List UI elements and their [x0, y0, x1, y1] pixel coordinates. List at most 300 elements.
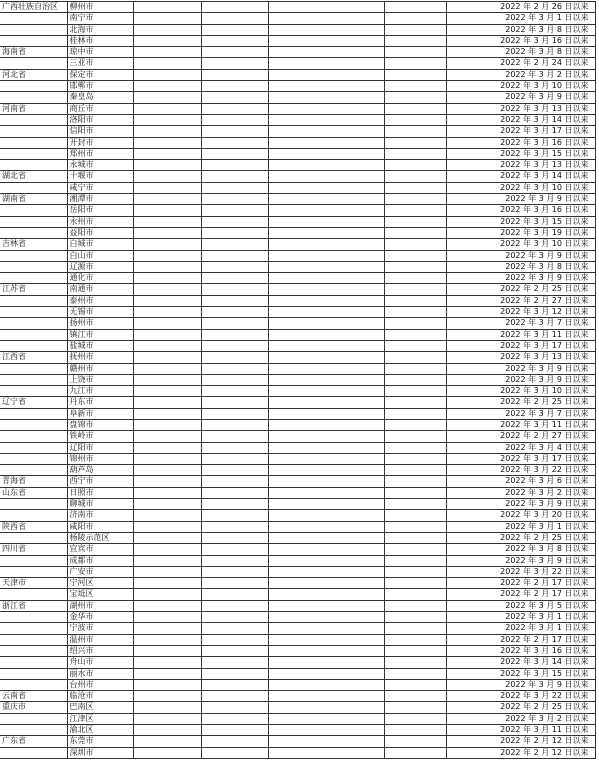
- province-cell: [0, 612, 67, 623]
- table-row: [0, 374, 595, 385]
- empty-cell: [201, 307, 268, 318]
- empty-cell: [201, 465, 268, 476]
- date-cell: 2022 年 3 月 17 日以来: [446, 340, 595, 351]
- empty-cell: [133, 81, 201, 92]
- empty-cell: [268, 69, 384, 80]
- empty-cell: [201, 657, 268, 668]
- province-cell: [0, 431, 67, 442]
- empty-cell: [384, 465, 446, 476]
- empty-cell: [268, 160, 384, 171]
- empty-cell: [384, 600, 446, 611]
- province-cell: [0, 499, 67, 510]
- empty-cell: [268, 442, 384, 453]
- table-row: [0, 58, 595, 69]
- table-row: [0, 386, 595, 397]
- empty-cell: [201, 431, 268, 442]
- empty-cell: [201, 194, 268, 205]
- date-cell: 2022 年 3 月 4 日以来: [446, 442, 595, 453]
- empty-cell: [201, 160, 268, 171]
- province-cell: 四川省: [0, 544, 67, 555]
- empty-cell: [133, 747, 201, 758]
- empty-cell: [268, 725, 384, 736]
- city-cell: 桂林市: [67, 35, 133, 46]
- empty-cell: [268, 419, 384, 430]
- empty-cell: [201, 725, 268, 736]
- empty-cell: [201, 521, 268, 532]
- province-cell: [0, 634, 67, 645]
- table-row: [0, 397, 595, 408]
- table-row: [0, 182, 595, 193]
- date-cell: 2022 年 3 月 11 日以来: [446, 725, 595, 736]
- date-cell: 2022 年 3 月 16 日以来: [446, 205, 595, 216]
- province-cell: [0, 668, 67, 679]
- date-cell: 2022 年 3 月 13 日以来: [446, 352, 595, 363]
- empty-cell: [133, 340, 201, 351]
- empty-cell: [268, 657, 384, 668]
- empty-cell: [133, 103, 201, 114]
- empty-cell: [133, 510, 201, 521]
- empty-cell: [384, 725, 446, 736]
- city-cell: 台州市: [67, 679, 133, 690]
- empty-cell: [384, 374, 446, 385]
- date-cell: 2022 年 3 月 13 日以来: [446, 160, 595, 171]
- province-cell: [0, 532, 67, 543]
- empty-cell: [268, 702, 384, 713]
- date-cell: 2022 年 2 月 27 日以来: [446, 431, 595, 442]
- empty-cell: [201, 600, 268, 611]
- empty-cell: [133, 227, 201, 238]
- empty-cell: [133, 668, 201, 679]
- date-cell: 2022 年 3 月 10 日以来: [446, 182, 595, 193]
- empty-cell: [133, 532, 201, 543]
- empty-cell: [268, 691, 384, 702]
- table-row: [0, 137, 595, 148]
- table-row: [0, 103, 595, 114]
- province-cell: [0, 363, 67, 374]
- province-cell: 山东省: [0, 487, 67, 498]
- empty-cell: [384, 657, 446, 668]
- province-cell: [0, 35, 67, 46]
- province-cell: [0, 657, 67, 668]
- province-cell: [0, 114, 67, 125]
- province-cell: [0, 510, 67, 521]
- empty-cell: [384, 13, 446, 24]
- empty-cell: [384, 194, 446, 205]
- province-cell: [0, 137, 67, 148]
- empty-cell: [384, 171, 446, 182]
- empty-cell: [268, 137, 384, 148]
- empty-cell: [133, 261, 201, 272]
- empty-cell: [133, 578, 201, 589]
- empty-cell: [384, 2, 446, 13]
- province-cell: 湖北省: [0, 171, 67, 182]
- empty-cell: [268, 13, 384, 24]
- empty-cell: [201, 702, 268, 713]
- province-cell: 河南省: [0, 103, 67, 114]
- city-cell: 南通市: [67, 284, 133, 295]
- city-cell: 上饶市: [67, 374, 133, 385]
- province-cell: 青海省: [0, 476, 67, 487]
- empty-cell: [201, 81, 268, 92]
- date-cell: 2022 年 3 月 10 日以来: [446, 239, 595, 250]
- table-row: [0, 747, 595, 758]
- empty-cell: [201, 453, 268, 464]
- empty-cell: [201, 35, 268, 46]
- date-cell: 2022 年 3 月 1 日以来: [446, 521, 595, 532]
- empty-cell: [133, 431, 201, 442]
- empty-cell: [268, 284, 384, 295]
- province-cell: [0, 566, 67, 577]
- empty-cell: [384, 261, 446, 272]
- table-row: [0, 35, 595, 46]
- province-cell: 湖南省: [0, 194, 67, 205]
- city-cell: 咸阳市: [67, 521, 133, 532]
- empty-cell: [201, 114, 268, 125]
- empty-cell: [201, 623, 268, 634]
- empty-cell: [133, 499, 201, 510]
- empty-cell: [133, 736, 201, 747]
- city-cell: 金华市: [67, 612, 133, 623]
- empty-cell: [201, 736, 268, 747]
- table-row: [0, 126, 595, 137]
- table-row: [0, 81, 595, 92]
- empty-cell: [384, 92, 446, 103]
- province-cell: [0, 679, 67, 690]
- date-cell: 2022 年 2 月 12 日以来: [446, 747, 595, 758]
- table-row: [0, 521, 595, 532]
- province-cell: 陕西省: [0, 521, 67, 532]
- empty-cell: [133, 374, 201, 385]
- city-cell: 泰州市: [67, 295, 133, 306]
- empty-cell: [201, 261, 268, 272]
- city-cell: 阜新市: [67, 408, 133, 419]
- date-cell: 2022 年 3 月 9 日以来: [446, 499, 595, 510]
- empty-cell: [384, 239, 446, 250]
- empty-cell: [384, 578, 446, 589]
- city-cell: 辽阳市: [67, 442, 133, 453]
- empty-cell: [384, 137, 446, 148]
- empty-cell: [384, 352, 446, 363]
- date-cell: 2022 年 3 月 2 日以来: [446, 713, 595, 724]
- empty-cell: [133, 171, 201, 182]
- table-row: [0, 544, 595, 555]
- date-cell: 2022 年 3 月 22 日以来: [446, 691, 595, 702]
- empty-cell: [268, 453, 384, 464]
- date-cell: 2022 年 2 月 17 日以来: [446, 589, 595, 600]
- table-row: [0, 307, 595, 318]
- date-cell: 2022 年 2 月 25 日以来: [446, 702, 595, 713]
- table-row: [0, 250, 595, 261]
- empty-cell: [201, 578, 268, 589]
- province-cell: [0, 589, 67, 600]
- empty-cell: [201, 69, 268, 80]
- city-cell: 无锡市: [67, 307, 133, 318]
- empty-cell: [133, 295, 201, 306]
- empty-cell: [201, 227, 268, 238]
- city-cell: 永州市: [67, 216, 133, 227]
- empty-cell: [133, 397, 201, 408]
- empty-cell: [133, 702, 201, 713]
- empty-cell: [384, 386, 446, 397]
- empty-cell: [201, 589, 268, 600]
- empty-cell: [384, 329, 446, 340]
- city-cell: 抚州市: [67, 352, 133, 363]
- table-row: [0, 340, 595, 351]
- empty-cell: [133, 250, 201, 261]
- empty-cell: [384, 679, 446, 690]
- empty-cell: [384, 634, 446, 645]
- city-cell: 十堰市: [67, 171, 133, 182]
- province-cell: 江西省: [0, 352, 67, 363]
- province-cell: [0, 13, 67, 24]
- empty-cell: [201, 442, 268, 453]
- province-cell: [0, 126, 67, 137]
- empty-cell: [133, 419, 201, 430]
- empty-cell: [384, 69, 446, 80]
- empty-cell: [133, 725, 201, 736]
- table-row: [0, 532, 595, 543]
- date-cell: 2022 年 3 月 17 日以来: [446, 126, 595, 137]
- empty-cell: [268, 465, 384, 476]
- empty-cell: [201, 126, 268, 137]
- table-row: [0, 589, 595, 600]
- table-row: [0, 24, 595, 35]
- empty-cell: [268, 487, 384, 498]
- date-cell: 2022 年 3 月 6 日以来: [446, 476, 595, 487]
- city-cell: 镇江市: [67, 329, 133, 340]
- date-cell: 2022 年 3 月 9 日以来: [446, 250, 595, 261]
- empty-cell: [268, 58, 384, 69]
- city-cell: 杨陵示范区: [67, 532, 133, 543]
- city-cell: 渝北区: [67, 725, 133, 736]
- city-cell: 东莞市: [67, 736, 133, 747]
- empty-cell: [133, 521, 201, 532]
- table-row: [0, 295, 595, 306]
- empty-cell: [384, 227, 446, 238]
- province-cell: 辽宁省: [0, 397, 67, 408]
- date-cell: 2022 年 3 月 10 日以来: [446, 386, 595, 397]
- city-cell: 白城市: [67, 239, 133, 250]
- empty-cell: [384, 419, 446, 430]
- empty-cell: [384, 532, 446, 543]
- empty-cell: [133, 623, 201, 634]
- empty-cell: [133, 216, 201, 227]
- city-cell: 临沧市: [67, 691, 133, 702]
- empty-cell: [133, 92, 201, 103]
- empty-cell: [384, 713, 446, 724]
- city-cell: 日照市: [67, 487, 133, 498]
- empty-cell: [201, 340, 268, 351]
- empty-cell: [201, 713, 268, 724]
- empty-cell: [133, 589, 201, 600]
- empty-cell: [201, 408, 268, 419]
- date-cell: 2022 年 2 月 25 日以来: [446, 284, 595, 295]
- table-row: [0, 713, 595, 724]
- table-row: [0, 555, 595, 566]
- date-cell: 2022 年 3 月 9 日以来: [446, 92, 595, 103]
- empty-cell: [268, 589, 384, 600]
- province-cell: 海南省: [0, 47, 67, 58]
- city-cell: 绍兴市: [67, 645, 133, 656]
- empty-cell: [268, 318, 384, 329]
- date-cell: 2022 年 3 月 8 日以来: [446, 261, 595, 272]
- city-cell: 邯郸市: [67, 81, 133, 92]
- empty-cell: [201, 137, 268, 148]
- date-cell: 2022 年 3 月 17 日以来: [446, 453, 595, 464]
- empty-cell: [268, 521, 384, 532]
- empty-cell: [384, 544, 446, 555]
- empty-cell: [133, 2, 201, 13]
- empty-cell: [133, 148, 201, 159]
- date-cell: 2022 年 2 月 26 日以来: [446, 2, 595, 13]
- table-row: [0, 69, 595, 80]
- city-cell: 岳阳市: [67, 205, 133, 216]
- table-row: [0, 239, 595, 250]
- table-row: [0, 736, 595, 747]
- empty-cell: [201, 2, 268, 13]
- empty-cell: [384, 295, 446, 306]
- province-cell: [0, 408, 67, 419]
- empty-cell: [133, 600, 201, 611]
- city-cell: 开封市: [67, 137, 133, 148]
- empty-cell: [268, 476, 384, 487]
- province-cell: [0, 465, 67, 476]
- empty-cell: [133, 465, 201, 476]
- empty-cell: [133, 273, 201, 284]
- table-row: [0, 600, 595, 611]
- empty-cell: [384, 747, 446, 758]
- city-cell: 丹东市: [67, 397, 133, 408]
- empty-cell: [268, 544, 384, 555]
- empty-cell: [384, 340, 446, 351]
- empty-cell: [384, 284, 446, 295]
- province-cell: 江苏省: [0, 284, 67, 295]
- province-cell: 天津市: [0, 578, 67, 589]
- empty-cell: [384, 623, 446, 634]
- city-cell: 郑州市: [67, 148, 133, 159]
- empty-cell: [384, 273, 446, 284]
- table-row: [0, 329, 595, 340]
- city-cell: 舟山市: [67, 657, 133, 668]
- empty-cell: [201, 92, 268, 103]
- province-cell: [0, 713, 67, 724]
- empty-cell: [268, 645, 384, 656]
- province-cell: [0, 58, 67, 69]
- date-cell: 2022 年 3 月 22 日以来: [446, 465, 595, 476]
- empty-cell: [201, 205, 268, 216]
- date-cell: 2022 年 2 月 17 日以来: [446, 634, 595, 645]
- city-cell: 永城市: [67, 160, 133, 171]
- province-cell: [0, 442, 67, 453]
- empty-cell: [384, 431, 446, 442]
- empty-cell: [133, 555, 201, 566]
- province-cell: [0, 205, 67, 216]
- empty-cell: [384, 35, 446, 46]
- empty-cell: [384, 408, 446, 419]
- empty-cell: [133, 442, 201, 453]
- date-cell: 2022 年 3 月 10 日以来: [446, 81, 595, 92]
- empty-cell: [201, 329, 268, 340]
- date-cell: 2022 年 3 月 1 日以来: [446, 13, 595, 24]
- table-row: [0, 148, 595, 159]
- empty-cell: [268, 103, 384, 114]
- table-row: [0, 261, 595, 272]
- city-cell: 白山市: [67, 250, 133, 261]
- empty-cell: [384, 182, 446, 193]
- empty-cell: [384, 397, 446, 408]
- empty-cell: [268, 148, 384, 159]
- table-row: [0, 566, 595, 577]
- table-row: [0, 668, 595, 679]
- date-cell: 2022 年 3 月 2 日以来: [446, 69, 595, 80]
- table-row: [0, 702, 595, 713]
- empty-cell: [201, 612, 268, 623]
- table-row: [0, 114, 595, 125]
- date-cell: 2022 年 3 月 9 日以来: [446, 374, 595, 385]
- city-cell: 湖州市: [67, 600, 133, 611]
- empty-cell: [133, 160, 201, 171]
- province-cell: [0, 725, 67, 736]
- empty-cell: [268, 578, 384, 589]
- empty-cell: [133, 566, 201, 577]
- empty-cell: [268, 397, 384, 408]
- empty-cell: [201, 544, 268, 555]
- empty-cell: [268, 261, 384, 272]
- empty-cell: [133, 114, 201, 125]
- empty-cell: [201, 691, 268, 702]
- empty-cell: [133, 182, 201, 193]
- date-cell: 2022 年 3 月 9 日以来: [446, 194, 595, 205]
- empty-cell: [133, 47, 201, 58]
- province-cell: 河北省: [0, 69, 67, 80]
- empty-cell: [268, 747, 384, 758]
- empty-cell: [384, 476, 446, 487]
- empty-cell: [268, 182, 384, 193]
- date-cell: 2022 年 3 月 22 日以来: [446, 566, 595, 577]
- empty-cell: [133, 13, 201, 24]
- table-row: [0, 363, 595, 374]
- empty-cell: [384, 645, 446, 656]
- empty-cell: [201, 273, 268, 284]
- empty-cell: [268, 532, 384, 543]
- empty-cell: [384, 148, 446, 159]
- empty-cell: [133, 137, 201, 148]
- empty-cell: [133, 612, 201, 623]
- city-cell: 益阳市: [67, 227, 133, 238]
- empty-cell: [268, 35, 384, 46]
- empty-cell: [268, 386, 384, 397]
- date-cell: 2022 年 3 月 7 日以来: [446, 318, 595, 329]
- empty-cell: [384, 24, 446, 35]
- province-cell: 广西壮族自治区: [0, 2, 67, 13]
- empty-cell: [201, 397, 268, 408]
- date-cell: 2022 年 3 月 16 日以来: [446, 645, 595, 656]
- empty-cell: [201, 668, 268, 679]
- table-row: [0, 623, 595, 634]
- empty-cell: [384, 318, 446, 329]
- empty-cell: [201, 510, 268, 521]
- date-cell: 2022 年 3 月 11 日以来: [446, 419, 595, 430]
- empty-cell: [268, 171, 384, 182]
- empty-cell: [268, 340, 384, 351]
- empty-cell: [133, 318, 201, 329]
- empty-cell: [384, 250, 446, 261]
- empty-cell: [201, 13, 268, 24]
- date-cell: 2022 年 3 月 15 日以来: [446, 216, 595, 227]
- city-cell: 江津区: [67, 713, 133, 724]
- date-cell: 2022 年 3 月 11 日以来: [446, 329, 595, 340]
- table-row: [0, 171, 595, 182]
